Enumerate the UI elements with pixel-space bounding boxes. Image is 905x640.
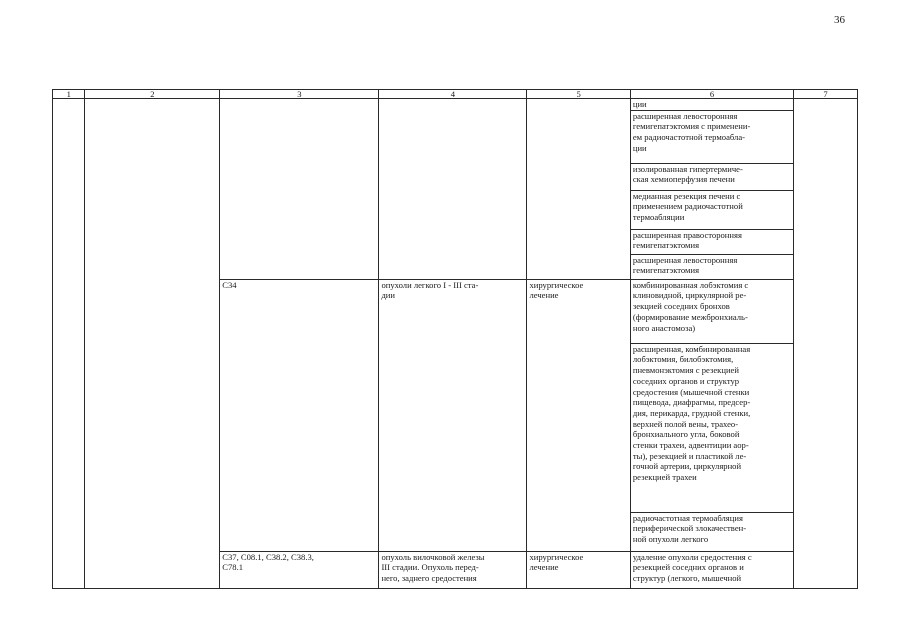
column-header: 3	[220, 90, 379, 99]
procedure-cell: изолированная гипертермиче- ская хемиоперфузия печени	[630, 163, 793, 190]
column-header: 5	[527, 90, 630, 99]
diagnosis-cell	[379, 99, 527, 280]
column-7-cell	[794, 99, 858, 589]
procedure-cell: расширенная левосторонняя гемигепатэктомия с применени- ем радиочастотной термоабла- ции	[630, 110, 793, 163]
page-number: 36	[834, 14, 845, 26]
diagnosis-cell: опухоли легкого I - III ста- дии	[379, 279, 527, 551]
table-row	[53, 99, 858, 111]
icd-code-cell: С37, С08.1, С38.2, С38.3, С78.1	[220, 551, 379, 588]
column-1-cell	[53, 99, 85, 589]
treatment-type-cell	[527, 99, 630, 280]
procedure-cell: комбинированная лобэктомия с клиновидной, циркулярной ре- зекцией соседних бронхов (формирование межбронхиаль- ного анастомоза)	[630, 279, 793, 343]
procedure-cell: расширенная правосторонняя гемигепатэктомия	[630, 229, 793, 254]
treatment-type-cell: хирургическое лечение	[527, 279, 630, 551]
medical-procedures-table	[52, 89, 858, 589]
procedure-cell: радиочастотная термоабляция периферической злокачествен- ной опухоли легкого	[630, 512, 793, 551]
column-header: 6	[630, 90, 793, 99]
procedure-cell: ции	[630, 99, 793, 111]
column-header: 2	[85, 90, 220, 99]
column-2-cell	[85, 99, 220, 589]
column-header: 4	[379, 90, 527, 99]
icd-code-cell	[220, 99, 379, 280]
procedure-cell: медианная резекция печени с применением радиочастотной термоабляции	[630, 190, 793, 229]
procedure-cell: удаление опухоли средостения с резекцией соседних органов и структур (легкого, мышечной	[630, 551, 793, 588]
column-header: 1	[53, 90, 85, 99]
procedure-cell: расширенная, комбинированная лобэктомия, билобэктомия, пневмонэктомия с резекцией соседних органов и структур средостения (мышечной стенки пищевода, диафрагмы, предсер- дия, перикарда, грудной стенки, верхней полой вены, трахео- бронхиального угла, боковой стенки трахеи, адвентиции аор- ты), резекцией и пластикой ле- гочной артерии, циркулярной резекцией трахеи	[630, 343, 793, 512]
diagnosis-cell: опухоль вилочковой железы III стадии. Опухоль перед- него, заднего средостения	[379, 551, 527, 588]
treatment-type-cell: хирургическое лечение	[527, 551, 630, 588]
procedure-cell: расширенная левосторонняя гемигепатэктомия	[630, 254, 793, 279]
column-header: 7	[794, 90, 858, 99]
column-number-row	[53, 90, 858, 99]
icd-code-cell: С34	[220, 279, 379, 551]
